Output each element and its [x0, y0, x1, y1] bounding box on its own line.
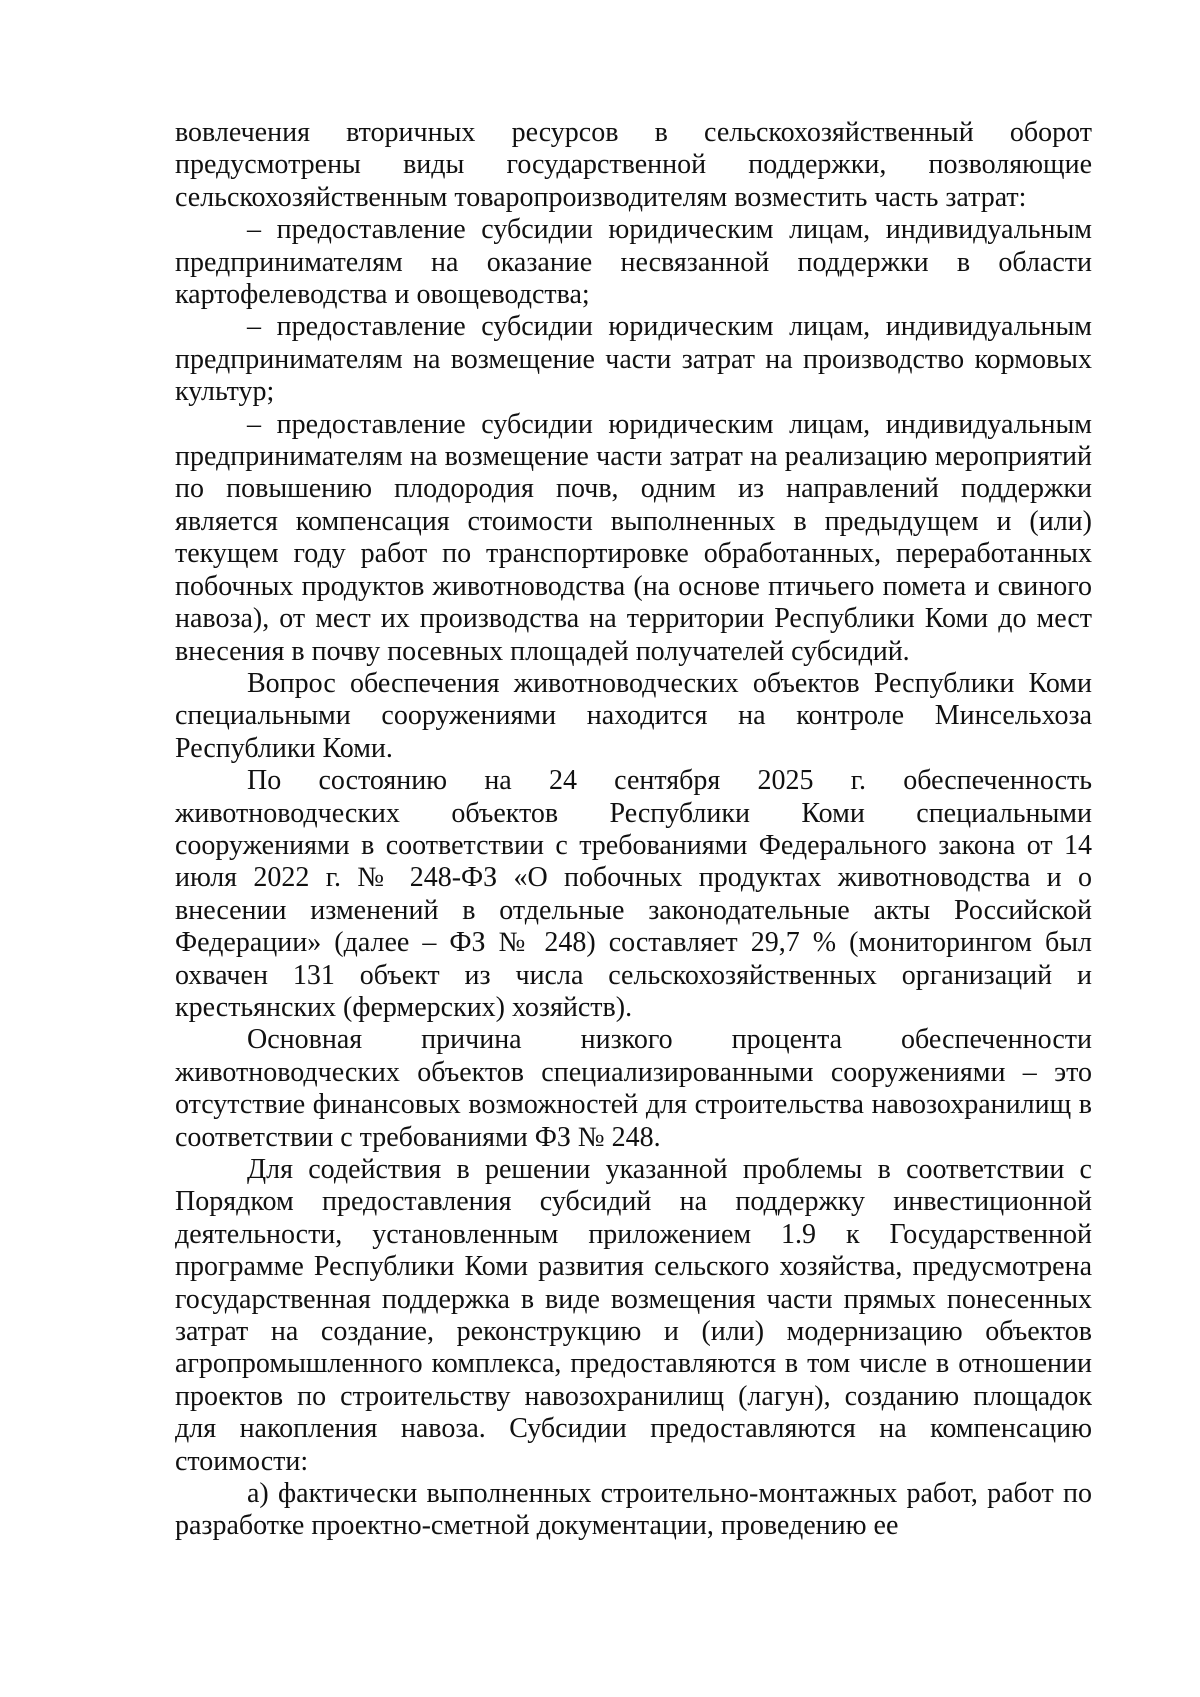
paragraph-status-september: По состоянию на 24 сентября 2025 г. обеспеченность животноводческих объектов Республики Коми специальными сооружениями в соответствии с требованиями Федерального закона от 14 июля 2022 г. № 248-ФЗ «О побочных продуктах животноводства и о внесении изменений в отдельные законодательные акты Российской Федерации» (далее – ФЗ № 248) составляет 29,7 % (мониторингом был охвачен 131 объект из числа сельскохозяйственных организаций и крестьянских (фермерских) хозяйств).	[175, 765, 1092, 1023]
paragraph-main-reason: Основная причина низкого процента обеспеченности животноводческих объектов специализированными сооружениями – это отсутствие финансовых возможностей для строительства навозохранилищ в соответствии с требованиями ФЗ № 248.	[175, 1024, 1092, 1153]
list-item-soil-fertility-subsidy: – предоставление субсидии юридическим лицам, индивидуальным предпринимателям на возмещение части затрат на реализацию мероприятий по повышению плодородия почв, одним из направлений поддержки является компенсация стоимости выполненных в предыдущем и (или) текущем году работ по транспортировке обработанных, переработанных побочных продуктов животноводства (на основе птичьего помета и свиного навоза), от мест их производства на территории Республики Коми до мест внесения в почву посевных площадей получателей субсидий.	[175, 408, 1092, 667]
list-item-fodder-crops-subsidy: – предоставление субсидии юридическим лицам, индивидуальным предпринимателям на возмещение части затрат на производство кормовых культур;	[175, 311, 1092, 408]
paragraph-item-a: а) фактически выполненных строительно-монтажных работ, работ по разработке проектно-сметной документации, проведению ее	[175, 1478, 1092, 1542]
list-item-potato-vegetable-subsidy: – предоставление субсидии юридическим лицам, индивидуальным предпринимателям на оказание несвязанной поддержки в области картофелеводства и овощеводства;	[175, 214, 1092, 311]
paragraph-investment-support: Для содействия в решении указанной проблемы в соответствии с Порядком предоставления субсидий на поддержку инвестиционной деятельности, установленным приложением 1.9 к Государственной программе Республики Коми развития сельского хозяйства, предусмотрена государственная поддержка в виде возмещения части прямых понесенных затрат на создание, реконструкцию и (или) модернизацию объектов агропромышленного комплекса, предоставляются в том числе в отношении проектов по строительству навозохранилищ (лагун), созданию площадок для накопления навоза. Субсидии предоставляются на компенсацию стоимости:	[175, 1154, 1092, 1477]
document-body	[175, 117, 1092, 1543]
paragraph-ministry-control: Вопрос обеспечения животноводческих объектов Республики Коми специальными сооружениями находится на контроле Минсельхоза Республики Коми.	[175, 667, 1092, 764]
paragraph-continuation: вовлечения вторичных ресурсов в сельскохозяйственный оборот предусмотрены виды государственной поддержки, позволяющие сельскохозяйственным товаропроизводителям возместить часть затрат:	[175, 117, 1092, 213]
